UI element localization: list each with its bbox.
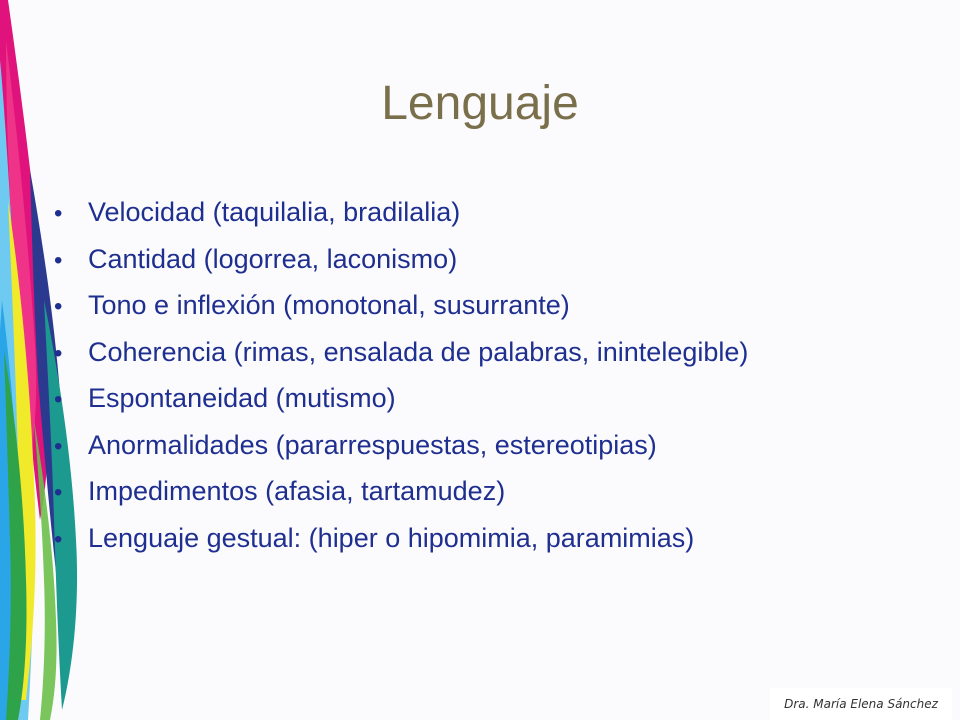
bullet-item <box>54 197 914 244</box>
bullet-dot: • <box>54 293 63 320</box>
bullet-dot: • <box>54 200 63 227</box>
bullet-item <box>54 430 914 477</box>
bullet-dot: • <box>54 339 63 367</box>
bullet-text: Tono e inflexión (monotonal, susurrante) <box>88 290 570 320</box>
bullet-list <box>54 197 914 569</box>
bullet-text: Impedimentos (afasia, tartamudez) <box>88 476 506 506</box>
slide-title: Lenguaje <box>381 77 579 130</box>
bullet-item <box>54 337 914 384</box>
bullet-dot: • <box>54 479 63 506</box>
bullet-item <box>54 244 914 291</box>
bullet-item <box>54 523 914 570</box>
bullet-item <box>54 290 914 337</box>
bullet-text: Espontaneidad (mutismo) <box>88 383 396 413</box>
bullet-dot: • <box>54 525 63 553</box>
bullet-item <box>54 383 914 430</box>
bullet-dot: • <box>54 386 63 413</box>
footer-author: Dra. María Elena Sánchez <box>770 688 952 720</box>
bullet-text: Lenguaje gestual: (hiper o hipomimia, paramimias) <box>88 522 695 553</box>
bullet-dot: • <box>54 246 63 274</box>
bullet-text: Cantidad (logorrea, laconismo) <box>88 243 458 274</box>
bullet-dot: • <box>54 432 63 460</box>
bullet-text: Coherencia (rimas, ensalada de palabras, inintelegible) <box>88 336 749 367</box>
bullet-item <box>54 476 914 523</box>
bullet-text: Anormalidades (pararrespuestas, estereotipias) <box>88 429 657 460</box>
bullet-text: Velocidad (taquilalia, bradilalia) <box>88 197 461 227</box>
